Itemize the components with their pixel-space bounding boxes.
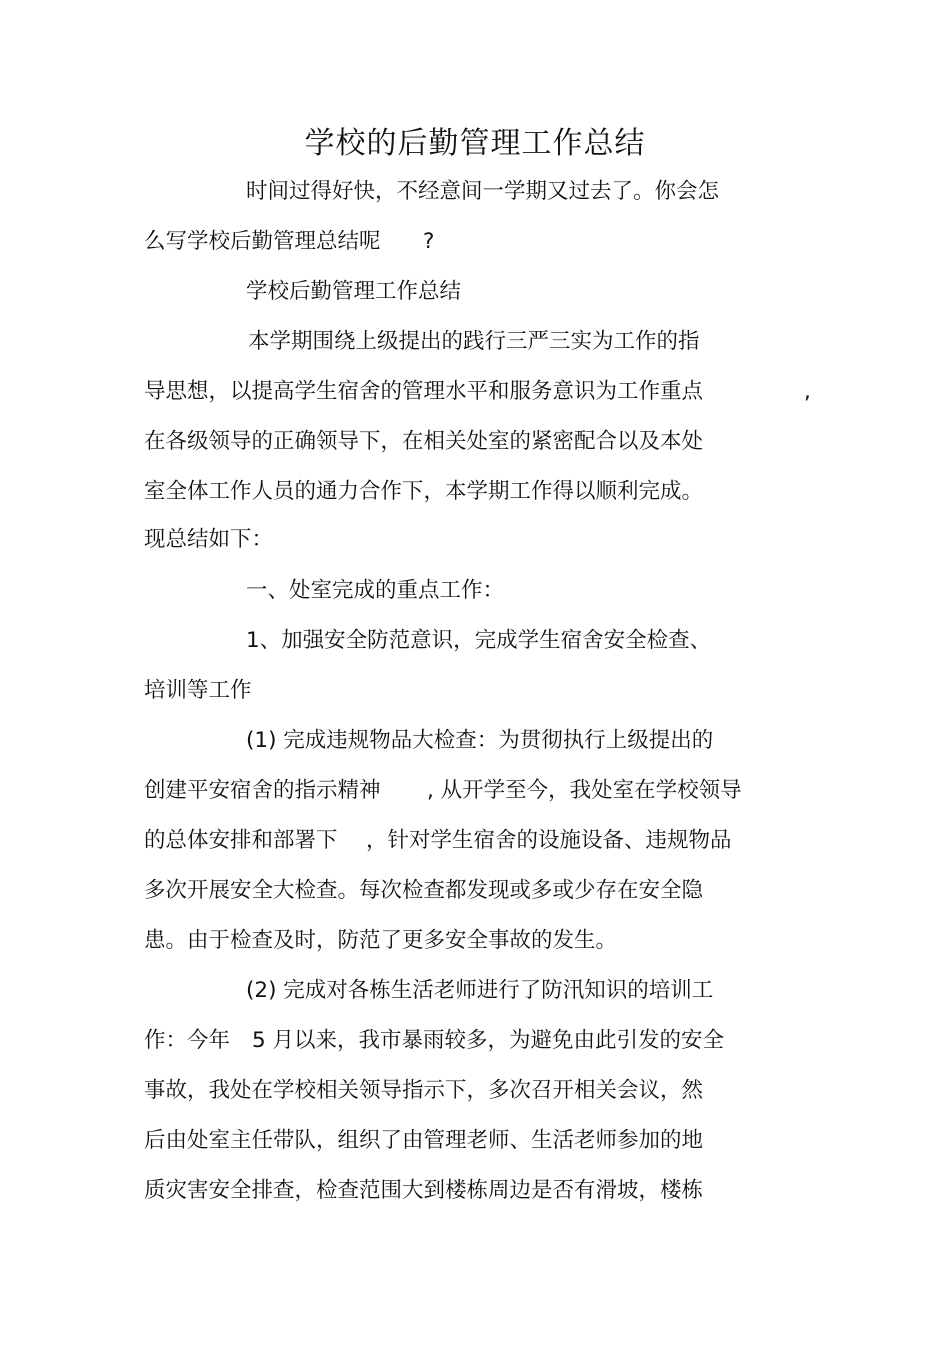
line-text: , (804, 379, 811, 404)
paragraph-line (0, 871, 950, 911)
paragraph-line (0, 520, 950, 560)
paragraph-line (0, 222, 950, 262)
paragraph-line (0, 322, 950, 362)
line-text: 1、加强安全防范意识，完成学生宿舍安全检查、 (246, 628, 712, 653)
paragraph-line (0, 1121, 950, 1161)
paragraph-line (0, 372, 950, 412)
line-text: 现总结如下： (144, 527, 274, 552)
line-text: 质灾害安全排查，检查范围大到楼栋周边是否有滑坡，楼栋 (144, 1178, 704, 1203)
line-text: 导思想，以提高学生宿舍的管理水平和服务意识为工作重点 (144, 379, 704, 404)
paragraph-line (0, 272, 950, 312)
paragraph-line (0, 921, 950, 961)
line-text: 5 月以来，我市暴雨较多，为避免由此引发的安全 (252, 1028, 725, 1053)
line-text: 患。由于检查及时，防范了更多安全事故的发生。 (144, 928, 618, 953)
paragraph-line (0, 771, 950, 811)
line-text: 本学期围绕上级提出的践行三严三实为工作的指 (248, 329, 700, 354)
line-text: 的总体安排和部署下 (144, 828, 338, 853)
line-text: 一、处室完成的重点工作： (246, 578, 505, 603)
paragraph-line (0, 1021, 950, 1061)
paragraph-line (0, 1071, 950, 1111)
line-text: 么写学校后勤管理总结呢 (144, 229, 381, 254)
paragraph-line (0, 1171, 950, 1211)
line-text: 多次开展安全大检查。每次检查都发现或多或少存在安全隐 (144, 878, 704, 903)
line-text: 学校后勤管理工作总结 (246, 279, 462, 304)
line-text: 时间过得好快，不经意间一学期又过去了。你会怎 (246, 179, 720, 204)
paragraph-line (0, 721, 950, 761)
paragraph-line (0, 422, 950, 462)
paragraph-line (0, 621, 950, 661)
paragraph-line (0, 571, 950, 611)
line-text: 室全体工作人员的通力合作下，本学期工作得以顺利完成。 (144, 479, 704, 504)
line-text: 培训等工作 (144, 678, 252, 703)
paragraph-line (0, 821, 950, 861)
paragraph-line (0, 172, 950, 212)
line-text: , 从开学至今，我处室在学校领导 (427, 778, 742, 803)
line-text: 创建平安宿舍的指示精神 (144, 778, 381, 803)
line-text: 后由处室主任带队，组织了由管理老师、生活老师参加的地 (144, 1128, 704, 1153)
paragraph-line (0, 671, 950, 711)
paragraph-line (0, 472, 950, 512)
line-text: 事故，我处在学校相关领导指示下，多次召开相关会议，然 (144, 1078, 704, 1103)
line-text: (2) 完成对各栋生活老师进行了防汛知识的培训工 (246, 978, 714, 1003)
paragraph-line (0, 971, 950, 1011)
line-text: ? (423, 229, 435, 254)
line-text: 作：今年 (144, 1028, 231, 1053)
line-text: 在各级领导的正确领导下，在相关处室的紧密配合以及本处 (144, 429, 704, 454)
document-title: 学校的后勤管理工作总结 (304, 126, 646, 161)
line-text: (1) 完成违规物品大检查：为贯彻执行上级提出的 (246, 728, 714, 753)
line-text: ，针对学生宿舍的设施设备、违规物品 (366, 828, 732, 853)
